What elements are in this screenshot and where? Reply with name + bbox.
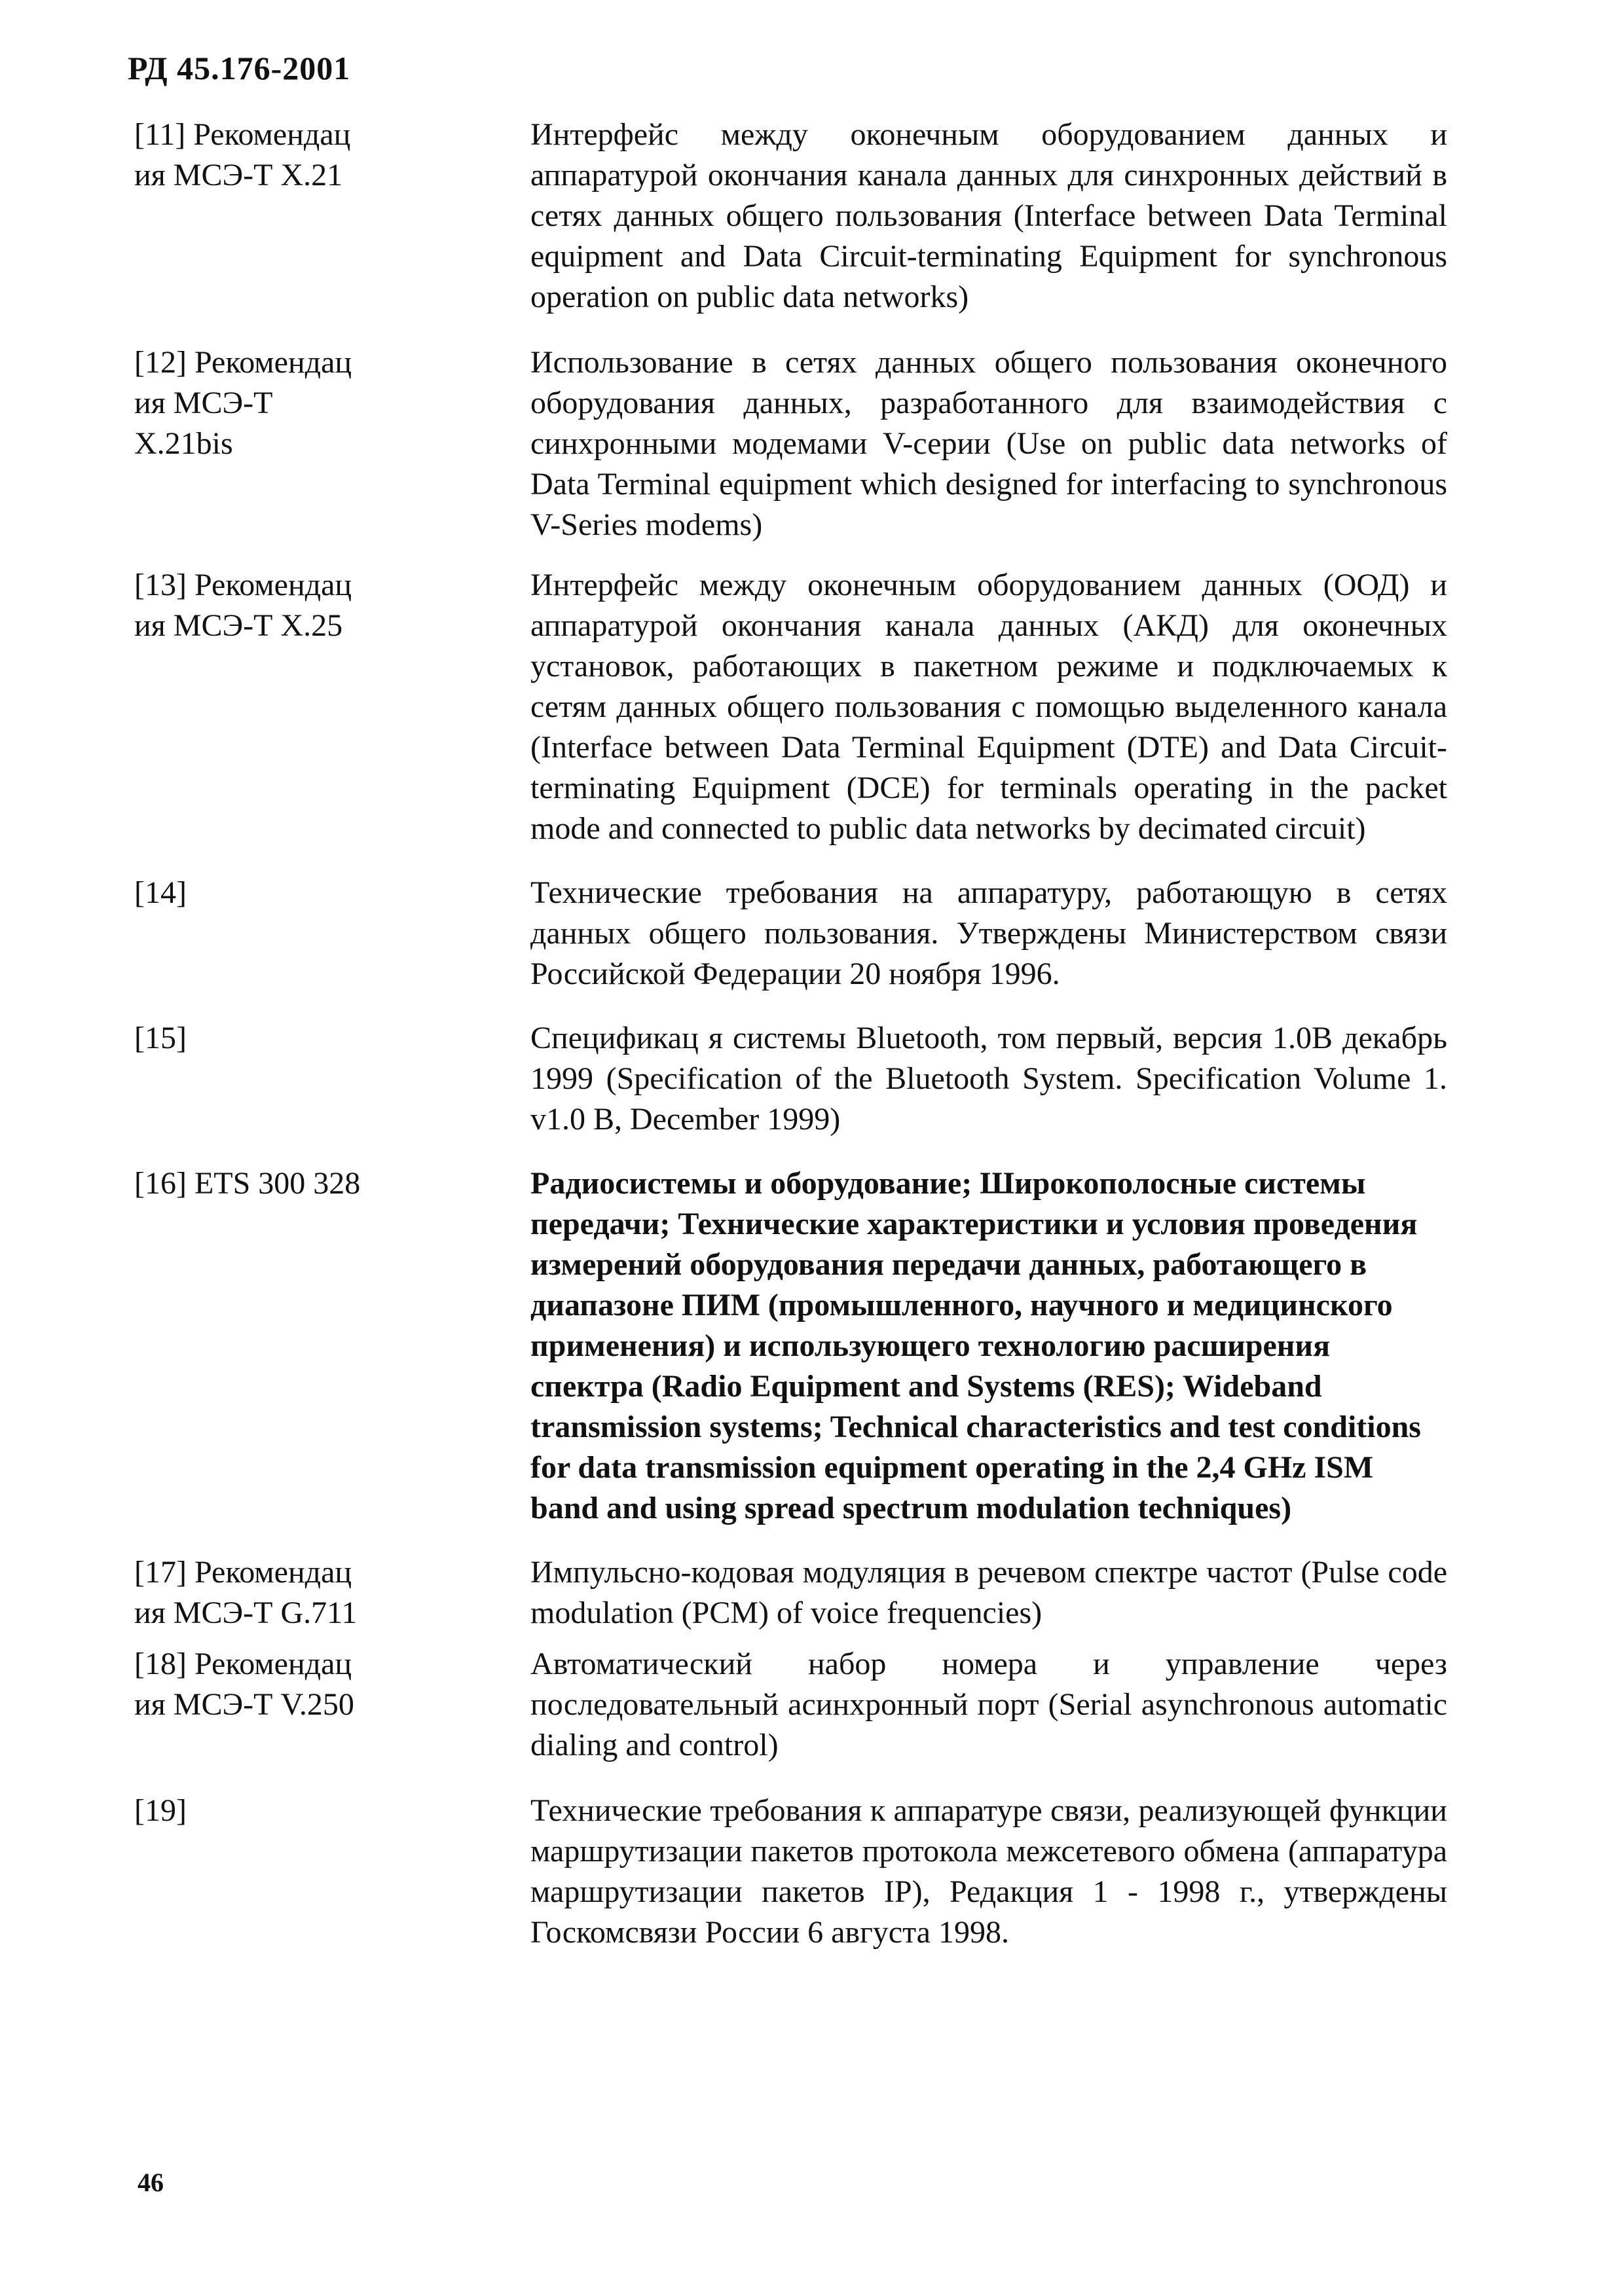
reference-text: Интерфейс между оконечным оборудованием данных и аппаратурой окончания канала данных для синхронных действий в сетях данных общего пользования (Interface between Data Terminal equipment and Data Circuit-terminating Equipment for synchronous operation on public data networks) [530, 117, 1447, 314]
reference-label: [13] Рекомендац ия МСЭ-Т X.25 [134, 568, 352, 643]
reference-text: Радиосистемы и оборудование; Широкополосные системы передачи; Технические характеристики и условия проведения измерений оборудования передачи данных, работающего в диапазоне ПИМ (промышленного, научного и медицинского применения) и использующего технологию расширения спектра (Radio Equipment and Systems (RES); Wideband transmission systems; Technical characteristics and test conditions for data transmission equipment operating in the 2,4 GHz ISM band and using spread spectrum modulation techniques) [530, 1166, 1421, 1525]
reference-entry [134, 565, 1464, 849]
reference-label: [16] ETS 300 328 [134, 1166, 361, 1201]
reference-text: Интерфейс между оконечным оборудованием данных (ООД) и аппаратурой окончания канала данных (АКД) для оконечных установок, работающих в пакетном режиме и подключаемых к сетям данных общего пользования с помощью выделенного канала (Interface between Data Terminal Equipment (DTE) and Data Circuit-terminating Equipment (DCE) for terminals operating in the packet mode and connected to public data networks by decimated circuit) [530, 568, 1447, 846]
reference-label: [17] Рекомендац ия МСЭ-Т G.711 [134, 1555, 358, 1630]
reference-entry [134, 342, 1464, 545]
reference-label: [18] Рекомендац ия МСЭ-Т V.250 [134, 1647, 354, 1722]
reference-text: Использование в сетях данных общего пользования оконечного оборудования данных, разработанного для взаимодействия с синхронными модемами V-серии (Use on public data networks of Data Terminal equipment which designed for interfacing to synchronous V-Series modems) [530, 345, 1447, 542]
reference-entry [134, 115, 1464, 318]
reference-entry [134, 1644, 1464, 1766]
page-number: 46 [138, 2168, 164, 2197]
reference-label: [19] [134, 1793, 187, 1828]
reference-text: Технические требования к аппаратуре связи, реализующей функции маршрутизации пакетов протокола межсетевого обмена (аппаратура маршрутизации пакетов IP), Редакция 1 - 1998 г., утверждены Госкомсвязи России 6 августа 1998. [530, 1793, 1447, 1950]
reference-list [134, 115, 1464, 1953]
reference-label: [15] [134, 1021, 187, 1055]
reference-entry [134, 1018, 1464, 1140]
reference-text: Спецификац я системы Bluetooth, том первый, версия 1.0B декабрь 1999 (Specification of the Bluetooth System. Specification Volume 1. v1.0 B, December 1999) [530, 1021, 1447, 1137]
reference-entry [134, 1552, 1464, 1633]
reference-entry [134, 873, 1464, 994]
reference-text: Автоматический набор номера и управление через последовательный асинхронный порт (Serial asynchronous automatic dialing and control) [530, 1647, 1447, 1762]
reference-label: [11] Рекомендац ия МСЭ-Т X.21 [134, 117, 351, 192]
reference-entry [134, 1791, 1464, 1953]
reference-label: [14] [134, 875, 187, 910]
reference-entry [134, 1163, 1464, 1529]
reference-text: Импульсно-кодовая модуляция в речевом спектре частот (Pulse code modulation (PCM) of voice frequencies) [530, 1555, 1447, 1630]
reference-text: Технические требования на аппаратуру, работающую в сетях данных общего пользования. Утверждены Министерством связи Российской Федерации 20 ноября 1996. [530, 875, 1447, 991]
document-code: РД 45.176-2001 [128, 50, 351, 86]
reference-label: [12] Рекомендац ия МСЭ-Т X.21bis [134, 345, 352, 461]
